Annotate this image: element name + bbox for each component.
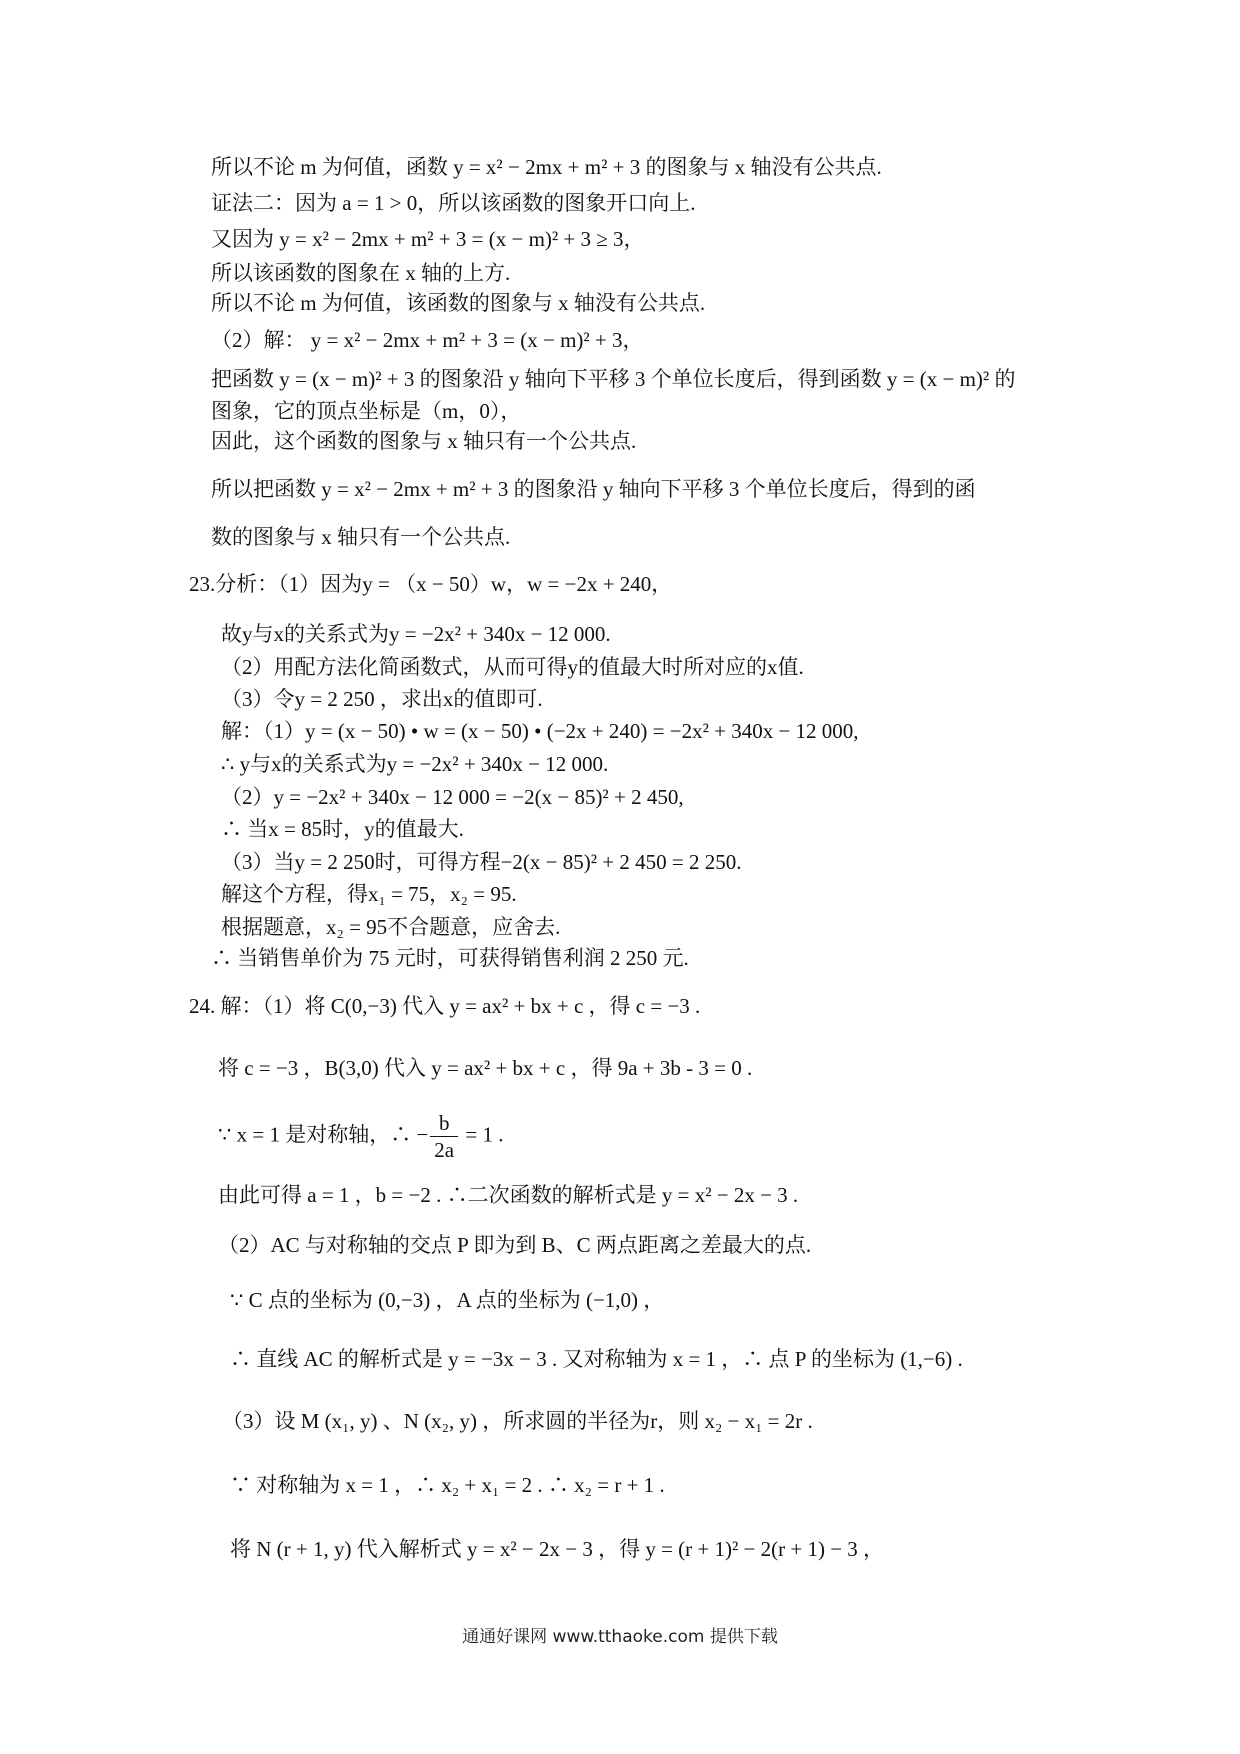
question-23-analysis: 23.分析：（1）因为y = （x − 50）w，w = −2x + 240，: [189, 572, 673, 596]
text-line: 解这个方程，得x₁ = 75，x₂ = 95.: [221, 882, 517, 906]
text-line: ∵ 对称轴为 x = 1 ，∴ x₂ + x₁ = 2 . ∴ x₂ = r + 1 .: [230, 1473, 665, 1497]
text-line: （3）当y = 2 250时，可得方程−2(x − 85)² + 2 450 = 2 250.: [221, 850, 742, 874]
text-line: （2）AC 与对称轴的交点 P 即为到 B、C 两点距离之差最大的点.: [218, 1233, 812, 1257]
text-line: （2）解： y = x² − 2mx + m² + 3 = (x − m)² + 3，: [211, 328, 644, 352]
axis-line-before: ∵ x = 1 是对称轴，∴ −: [218, 1122, 429, 1147]
text-line: 所以该函数的图象在 x 轴的上方.: [211, 261, 511, 285]
text-line: 由此可得 a = 1 ，b = −2 . ∴二次函数的解析式是 y = x² − 2x − 3 .: [218, 1183, 799, 1207]
axis-of-symmetry-line: [218, 1110, 503, 1163]
text-line: ∴ 当销售单价为 75 元时，可获得销售利润 2 250 元.: [211, 946, 689, 970]
question-24-solution: 24. 解：（1）将 C(0,−3) 代入 y = ax² + bx + c ，得 c = −3 .: [189, 994, 701, 1018]
text-line: 所以不论 m 为何值，函数 y = x² − 2mx + m² + 3 的图象与 x 轴没有公共点.: [211, 155, 882, 179]
text-line: ∴ y与x的关系式为y = −2x² + 340x − 12 000.: [221, 752, 609, 776]
fraction-denominator: 2a: [434, 1138, 455, 1162]
fraction: [430, 1110, 458, 1163]
text-line: 解：（1）y = (x − 50) • w = (x − 50) • (−2x + 240) = −2x² + 340x − 12 000,: [221, 719, 859, 743]
text-line: 所以不论 m 为何值，该函数的图象与 x 轴没有公共点.: [211, 291, 706, 315]
axis-line-after: = 1 .: [460, 1122, 504, 1147]
text-line: 所以把函数 y = x² − 2mx + m² + 3 的图象沿 y 轴向下平移 3 个单位长度后，得到的函: [211, 477, 976, 501]
text-line: 因此，这个函数的图象与 x 轴只有一个公共点.: [211, 429, 637, 453]
text-line: 将 c = −3 ，B(3,0) 代入 y = ax² + bx + c ，得 9a + 3b - 3 = 0 .: [218, 1056, 753, 1080]
text-line: （2）用配方法化简函数式，从而可得y的值最大时所对应的x值.: [221, 655, 804, 679]
text-line: 图象，它的顶点坐标是（m，0），: [211, 399, 522, 423]
text-line: ∴ 当x = 85时，y的值最大.: [221, 817, 464, 841]
text-line: （3）设 M (x₁, y) 、N (x₂, y) ，所求圆的半径为r，则 x₂ − x₁ = 2r .: [222, 1409, 813, 1433]
text-line: 证法二：因为 a = 1 > 0，所以该函数的图象开口向上.: [211, 191, 696, 215]
text-line: 将 N (r + 1, y) 代入解析式 y = x² − 2x − 3 ，得 y = (r + 1)² − 2(r + 1) − 3 ，: [230, 1537, 885, 1561]
text-line: 又因为 y = x² − 2mx + m² + 3 = (x − m)² + 3 ≥ 3，: [211, 227, 645, 251]
text-line: （3）令y = 2 250 ，求出x的值即可.: [221, 687, 543, 711]
text-line: （2）y = −2x² + 340x − 12 000 = −2(x − 85)² + 2 450,: [221, 785, 684, 809]
text-line: 根据题意，x₂ = 95不合题意，应舍去.: [221, 915, 561, 939]
fraction-numerator: b: [430, 1110, 458, 1137]
text-line: ∴ 直线 AC 的解析式是 y = −3x − 3 . 又对称轴为 x = 1 ，∴ 点 P 的坐标为 (1,−6) .: [230, 1347, 963, 1371]
text-line: 故y与x的关系式为y = −2x² + 340x − 12 000.: [221, 622, 611, 646]
text-line: 把函数 y = (x − m)² + 3 的图象沿 y 轴向下平移 3 个单位长度后，得到函数 y = (x − m)² 的: [211, 367, 1016, 391]
text-line: ∵ C 点的坐标为 (0,−3) ，A 点的坐标为 (−1,0) ，: [230, 1288, 665, 1312]
footer-watermark: 通通好课网 www.tthaoke.com 提供下载: [462, 1627, 778, 1647]
text-line: 数的图象与 x 轴只有一个公共点.: [211, 525, 511, 549]
